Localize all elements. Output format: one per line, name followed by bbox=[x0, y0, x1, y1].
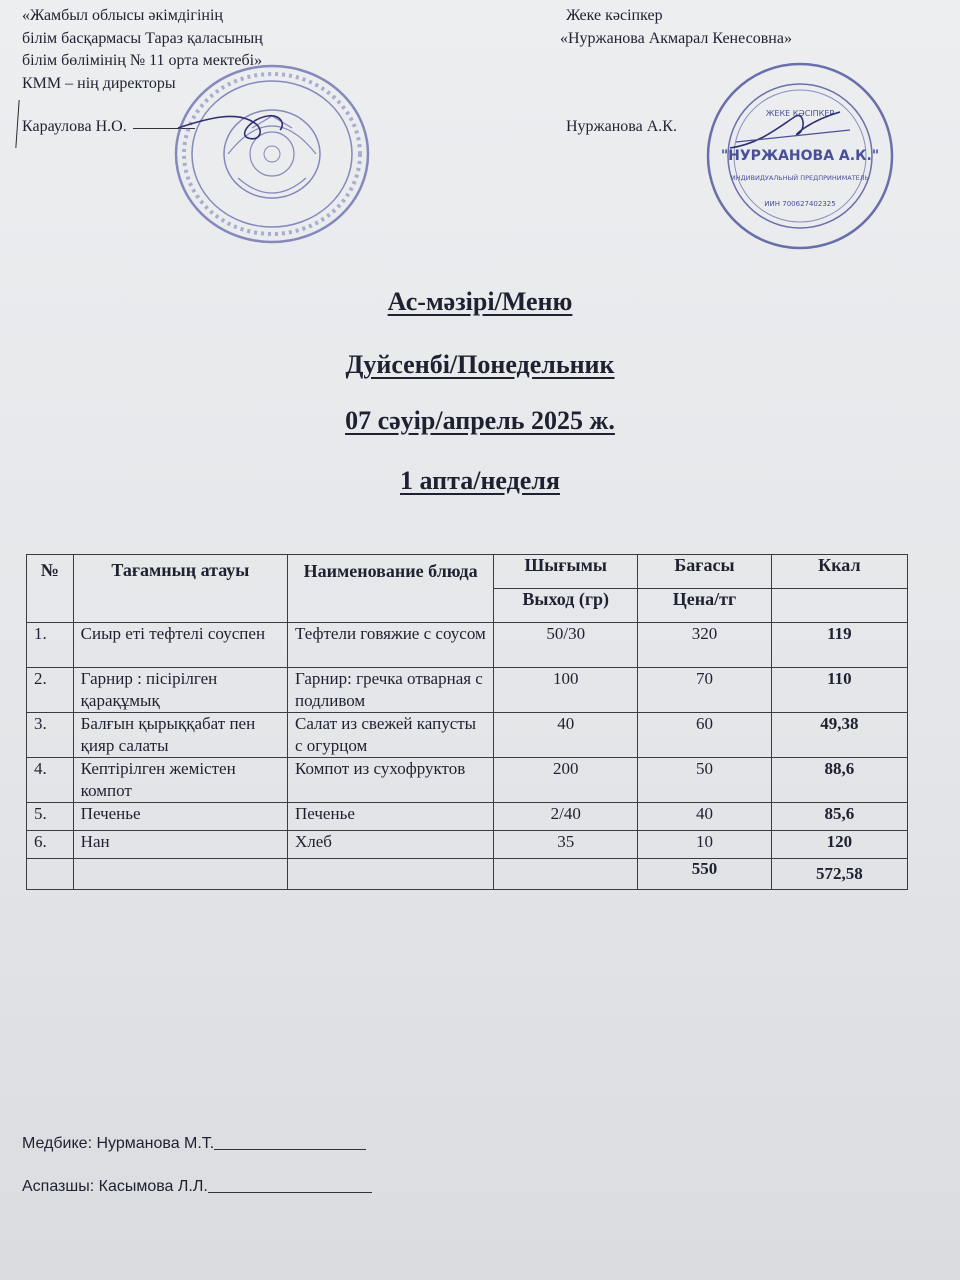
row-name-kz: Нан bbox=[73, 831, 287, 859]
row-num: 6. bbox=[27, 831, 74, 859]
school-seal-stamp bbox=[168, 58, 378, 248]
footer-nurse bbox=[22, 1135, 366, 1153]
footer-cook bbox=[22, 1178, 372, 1196]
total-empty-cell bbox=[27, 859, 74, 890]
total-empty-cell bbox=[287, 859, 493, 890]
header-right-line: «Нуржанова Акмарал Кенесовна» bbox=[560, 29, 792, 47]
row-out: 2/40 bbox=[494, 803, 638, 831]
row-num: 3. bbox=[27, 713, 74, 758]
row-price: 10 bbox=[638, 831, 772, 859]
row-name-kz: Печенье bbox=[73, 803, 287, 831]
menu-table bbox=[26, 554, 908, 890]
table-row bbox=[27, 803, 908, 831]
header-left-line: КММ – нің директоры bbox=[22, 74, 176, 92]
row-name-kz: Балғын қырыққабат пен қияр салаты bbox=[73, 713, 287, 758]
row-price: 70 bbox=[638, 668, 772, 713]
table-row bbox=[27, 713, 908, 758]
table-row bbox=[27, 758, 908, 803]
stamp-type-text: ИНДИВИДУАЛЬНЫЙ ПРЕДПРИНИМАТЕЛЬ bbox=[730, 174, 870, 182]
total-empty-cell bbox=[73, 859, 287, 890]
row-name-ru: Салат из свежей капусты с огурцом bbox=[287, 713, 493, 758]
row-name-ru: Тефтели говяжие с соусом bbox=[287, 623, 493, 668]
row-name-kz: Сиыр еті тефтелі соуспен bbox=[73, 623, 287, 668]
row-name-ru: Хлеб bbox=[287, 831, 493, 859]
row-num: 1. bbox=[27, 623, 74, 668]
entrepreneur-name: Нуржанова А.К. bbox=[566, 118, 677, 135]
table-header-row bbox=[27, 555, 908, 589]
row-num: 4. bbox=[27, 758, 74, 803]
nurse-label: Медбике: Нурманова М.Т. bbox=[22, 1135, 215, 1152]
header-left-line: білім басқармасы Тараз қаласының bbox=[22, 29, 263, 47]
total-kcal: 572,58 bbox=[771, 859, 907, 890]
header-left-line: «Жамбыл облысы әкімдігінің bbox=[22, 7, 223, 24]
table-row bbox=[27, 623, 908, 668]
row-price: 40 bbox=[638, 803, 772, 831]
row-kcal: 49,38 bbox=[771, 713, 907, 758]
row-kcal: 110 bbox=[771, 668, 907, 713]
row-kcal: 88,6 bbox=[771, 758, 907, 803]
row-name-ru: Печенье bbox=[287, 803, 493, 831]
header-name-kz: Тағамның атауы bbox=[73, 555, 287, 623]
row-kcal: 120 bbox=[771, 831, 907, 859]
stamp-name-text: "НУРЖАНОВА А.К." bbox=[720, 148, 880, 164]
row-name-kz: Гарнир : пісірілген қарақұмық bbox=[73, 668, 287, 713]
day-title: Дуйсенбі/Понедельник bbox=[345, 350, 615, 379]
stamp-top-text: ЖЕКЕ КӘСІПКЕР bbox=[765, 109, 835, 118]
total-price: 550 bbox=[638, 859, 772, 890]
table-row bbox=[27, 831, 908, 859]
header-kcal-empty bbox=[771, 589, 907, 623]
row-kcal: 85,6 bbox=[771, 803, 907, 831]
header-right-line: Жеке кәсіпкер bbox=[566, 7, 663, 24]
row-price: 50 bbox=[638, 758, 772, 803]
header-price-ru: Цена/тг bbox=[638, 589, 772, 623]
row-num: 2. bbox=[27, 668, 74, 713]
entrepreneur-seal-stamp bbox=[700, 56, 900, 256]
header-num: № bbox=[27, 555, 74, 623]
menu-title: Ас-мәзірі/Меню bbox=[387, 287, 573, 316]
row-name-ru: Гарнир: гречка отварная с подливом bbox=[287, 668, 493, 713]
nurse-signature-line bbox=[214, 1149, 366, 1150]
stamp-id-text: ИИН 700627402325 bbox=[764, 200, 836, 208]
row-name-ru: Компот из сухофруктов bbox=[287, 758, 493, 803]
row-name-kz: Кептірілген жемістен компот bbox=[73, 758, 287, 803]
row-num: 5. bbox=[27, 803, 74, 831]
table-row bbox=[27, 668, 908, 713]
margin-mark bbox=[15, 100, 19, 148]
date-title: 07 сәуір/апрель 2025 ж. bbox=[345, 406, 615, 435]
header-kcal: Ккал bbox=[771, 555, 907, 589]
cook-label: Аспазшы: Касымова Л.Л. bbox=[22, 1178, 208, 1195]
header-name-ru: Наименование блюда bbox=[287, 555, 493, 623]
row-kcal: 119 bbox=[771, 623, 907, 668]
row-price: 320 bbox=[638, 623, 772, 668]
header-left-line: білім бөлімінің № 11 орта мектебі» bbox=[22, 52, 263, 69]
table-total-row bbox=[27, 859, 908, 890]
row-out: 35 bbox=[494, 831, 638, 859]
row-out: 40 bbox=[494, 713, 638, 758]
header-price-kz: Бағасы bbox=[638, 555, 772, 589]
director-name: Караулова Н.О. bbox=[22, 118, 127, 135]
week-title: 1 апта/неделя bbox=[400, 466, 560, 495]
total-empty-cell bbox=[494, 859, 638, 890]
header-out-kz: Шығымы bbox=[494, 555, 638, 589]
cook-signature-line bbox=[208, 1192, 372, 1193]
signature-right bbox=[566, 118, 677, 136]
row-out: 100 bbox=[494, 668, 638, 713]
row-price: 60 bbox=[638, 713, 772, 758]
row-out: 200 bbox=[494, 758, 638, 803]
header-out-ru: Выход (гр) bbox=[494, 589, 638, 623]
header-right-block bbox=[560, 5, 792, 50]
row-out: 50/30 bbox=[494, 623, 638, 668]
